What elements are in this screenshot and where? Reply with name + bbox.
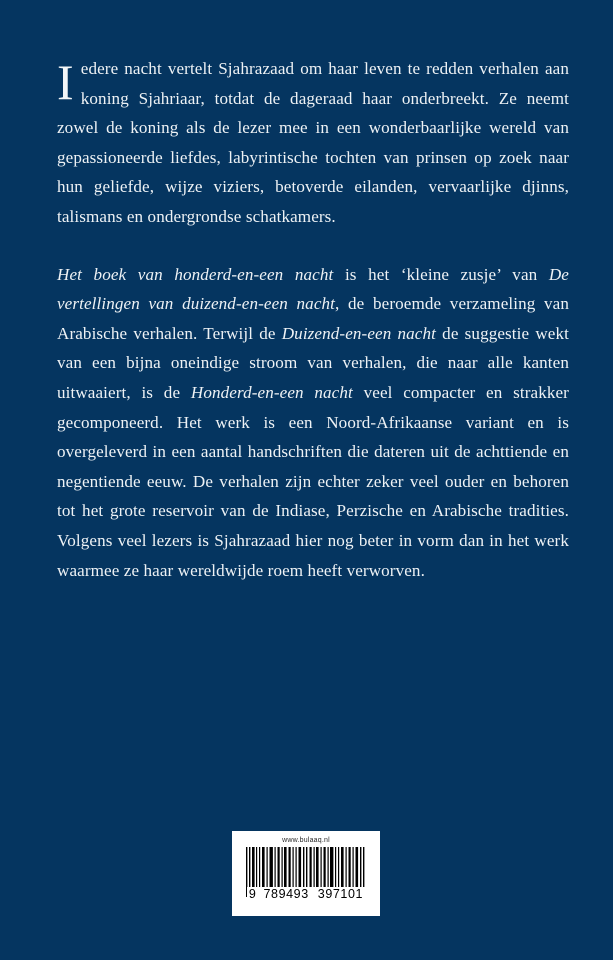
publisher-website-text: www.bulaaq.nl bbox=[282, 837, 330, 844]
blurb-text-block bbox=[57, 54, 569, 585]
book-title-duizend-en-een-nacht: Duizend-en-een nacht bbox=[281, 323, 436, 343]
isbn-group-left: 789493 bbox=[263, 887, 309, 901]
drop-cap-letter: I bbox=[57, 54, 74, 110]
isbn-lead-digit: 9 bbox=[248, 887, 257, 901]
blurb-paragraph-1 bbox=[57, 54, 569, 232]
blurb-paragraph-2 bbox=[57, 260, 569, 586]
blurb-segment-3: de suggestie wekt van een bijna oneindige stroom van verhalen, die naar alle kanten uitwaaiert, is de bbox=[57, 323, 569, 402]
book-title-de-vertellingen: De vertellingen van duizend-en-een nacht bbox=[57, 264, 569, 314]
book-title-honderd-en-een-nacht-2: Honderd-en-een nacht bbox=[190, 382, 353, 402]
barcode-block bbox=[232, 831, 380, 916]
blurb-segment-2: , de beroemde verzameling van Arabische verhalen. Terwijl de bbox=[57, 294, 569, 343]
isbn-group-right: 397101 bbox=[317, 887, 364, 901]
blurb-paragraph-1-text: edere nacht vertelt Sjahrazaad om haar leven te redden verhalen aan koning Sjahriaar, totdat de dageraad haar onderbreekt. Ze neemt zowel de koning als de lezer mee in een wonderbaarlijke wereld van gepassioneerde liefdes, labyrintische tochten van prinsen op zoek naar hun geliefde, wijze viziers, betoverde eilanden, vervaarlijke djinns, talismans en ondergrondse schatkamers. bbox=[57, 59, 569, 226]
blurb-segment-1: is het ‘kleine zusje’ van bbox=[333, 264, 549, 284]
book-title-honderd-en-een-nacht: Het boek van honderd-en-een nacht bbox=[57, 264, 334, 284]
isbn-number bbox=[247, 887, 365, 901]
blurb-segment-4: veel compacter en strakker gecomponeerd. Het werk is een Noord-Afrikaanse variant en is overgeleverd in een aantal handschriften die dateren uit de achttiende en negentiende eeuw. De verhalen zijn echter zeker veel ouder en behoren tot het grote reservoir van de Indiase, Perzische en Arabische tradities. Volgens veel lezers is Sjahrazaad hier nog beter in vorm dan in het werk waarmee ze haar wereldwijde roem heeft verworven. bbox=[57, 382, 569, 580]
